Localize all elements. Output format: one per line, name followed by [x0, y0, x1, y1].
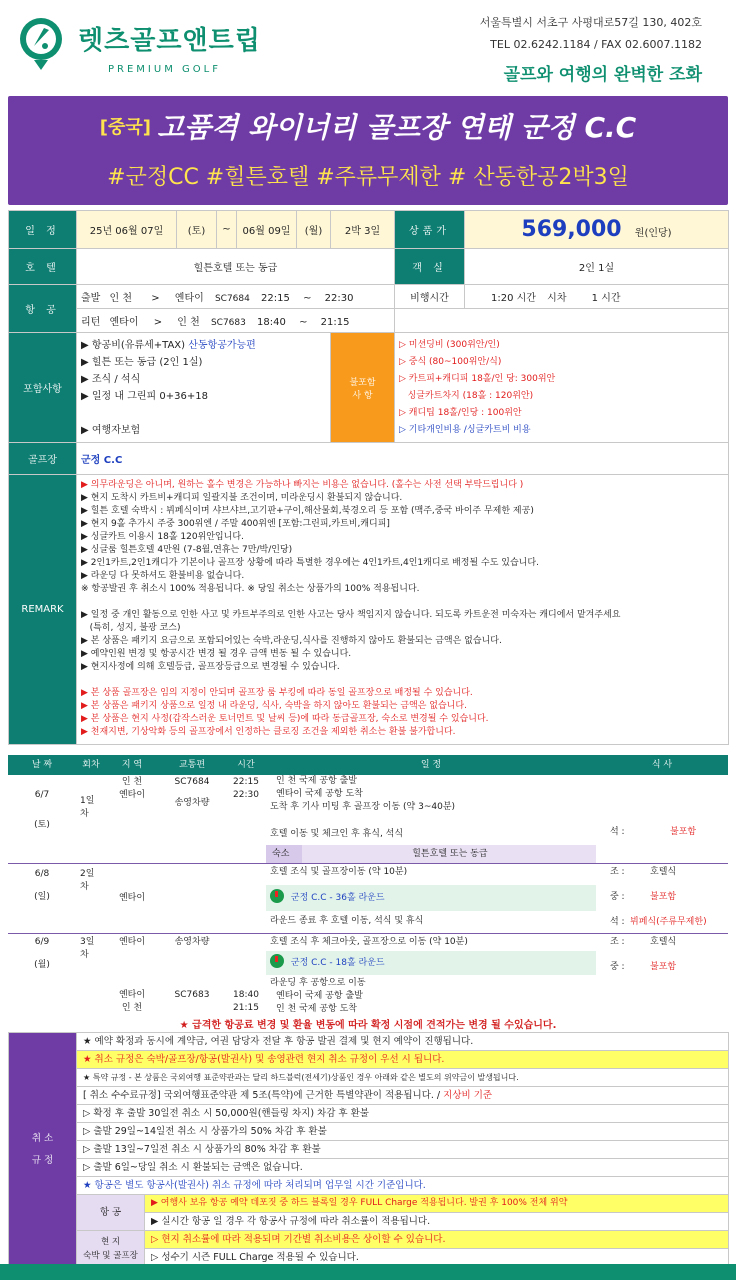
return-code: SC7683: [210, 318, 246, 328]
cancel-rule: ▷ 출발 13일~7일전 취소 시 상품가의 80% 차감 후 환불: [77, 1141, 729, 1159]
itinerary-header: [8, 755, 728, 775]
banner-title: 고품격 와이너리 골프장 연태 군정 C.C: [157, 111, 637, 144]
footer-bar: [0, 1264, 736, 1280]
product-info-table: [8, 210, 729, 745]
outbound-to: 옌타이: [174, 293, 204, 304]
air-rule: ▶ 여행사 보유 항공 예약 데포짓 중 하드 블록일 경우 FULL Charge 적용됩니다. 발권 후 100% 전체 위약: [145, 1195, 729, 1213]
country-tag: [중국]: [99, 117, 152, 138]
day1-plan: 인 천 국제 공항 출발 옌타이 국제 공항 도착 도착 후 기사 미팅 후 골프장 이동 (약 3~40분) 호텔 이동 및 체크인 후 휴식, 석식 숙소 힐튼호텔 또는 동급: [266, 775, 596, 864]
day3-plan: 호텔 조식 후 체크아웃, 골프장으로 이동 (약 10분) 군정 C.C - 18홀 라운드 라운딩 후 공항으로 이동 옌타이 국제 공항 출발 인 천 국제 공항 도착: [266, 934, 596, 1018]
itinerary-table: [8, 755, 728, 1018]
remark-item: ※ 항공발권 후 취소시 100% 적용됩니다. ※ 당일 취소는 상품가의 100% 적용됩니다.: [81, 584, 420, 594]
remark-item: ▶ 현지 9홀 추가시 주중 300위엔 / 주말 400위엔 [포함:그린피,카트비,캐디피]: [81, 519, 390, 529]
cancel-rule: [ 취소 수수료규정] 국외여행표준약관 제 5조(특약)에 근거한 특별약관이 적용됩니다. / 지상비 기준: [77, 1087, 729, 1105]
remark-item: ▶ 싱글룸 힐튼호텔 4만원 (7-8월,연휴는 7만/박/인당): [81, 545, 293, 555]
included-item: ▶ 힐튼 또는 동급 (2인 1실): [81, 357, 203, 368]
tel-fax: TEL 02.6242.1184 / FAX 02.6007.1182: [490, 38, 702, 51]
day2-row: [8, 864, 728, 934]
brand-name: 렛츠골프앤트립: [78, 26, 261, 56]
excluded-item: 싱글카트차지 (18홀 : 120위안): [399, 391, 534, 401]
local-rule: ▷ 현지 취소률에 따라 적용되며 기간별 취소비용은 상이할 수 있습니다.: [145, 1231, 729, 1249]
return-from: 옌타이: [109, 317, 139, 328]
excluded-list: [395, 333, 729, 443]
remark-item: ▶ 본 상품은 현지 사정(갑작스러운 토너먼트 및 날씨 등)에 따라 동급골프장, 숙소로 변경될 수 있습니다.: [81, 714, 489, 724]
cancellation-table: [8, 1032, 729, 1267]
day1-time: 22:15 22:30: [233, 777, 259, 800]
return-arrow: >: [153, 317, 163, 328]
cancel-rule: ▷ 확정 후 출발 30일전 취소 시 50,000원(핸들링 차지) 차감 후 환불: [77, 1105, 729, 1123]
return-dir: 리턴: [81, 317, 101, 328]
cancel-rule: ★ 취소 규정은 숙박/골프장/항공(발권사) 및 송영관련 현지 취소 규정이 우선 시 됩니다.: [77, 1051, 729, 1069]
remark-item: ▶ 일정 중 개인 활동으로 인한 사고 및 카트부주의로 인한 사고는 당사 책임지지 않습니다. 되도록 카트운전 미숙자는 캐디에서 맡겨주세요: [81, 610, 621, 620]
price-unit: 원(인당): [634, 228, 672, 239]
day1-num: 1일차: [80, 796, 95, 819]
excluded-item: ▷ 기타개인비용 /싱글카트비 비용: [399, 425, 531, 435]
start-dow: (토): [177, 211, 217, 249]
air-rule: ▶ 실시간 항공 일 경우 각 항공사 규정에 따라 취소률이 적용됩니다.: [145, 1213, 729, 1231]
air-label: 항 공: [77, 1195, 145, 1231]
price-label: 상품가: [395, 211, 465, 249]
day3-meals: 조 : 호텔식 중 : 불포함: [596, 934, 728, 1018]
brand-subtitle: PREMIUM GOLF: [108, 64, 221, 75]
col-time: 시간: [226, 755, 266, 775]
remark-item: ▶ 본 상품 골프장은 임의 지정이 안되며 골프장 룸 부킹에 따라 동일 골프장으로 배정될 수 있습니다.: [81, 688, 473, 698]
address: 서울특별시 서초구 사평대로57길 130, 402호: [479, 16, 702, 29]
golf-flag-icon: [270, 889, 284, 903]
slogan: 골프와 여행의 완벽한 조화: [503, 65, 702, 85]
cancel-rule: ▷ 출발 6일~당일 취소 시 환불되는 금액은 없습니다.: [77, 1159, 729, 1177]
col-meal: 식 사: [596, 755, 728, 775]
day2-num: 2일차: [76, 864, 106, 934]
day3-transport: 송영차량 SC7683: [158, 934, 226, 1018]
outbound-arr: 22:30: [324, 293, 354, 304]
remark-item: ▶ 라운딩 다 못하셔도 환불비용 없습니다.: [81, 571, 245, 581]
cancel-rule: ★ 항공은 별도 항공사(발권사) 취소 규정에 따라 처리되며 업무일 시간 기준입니다.: [77, 1177, 729, 1195]
title-banner: [8, 96, 728, 205]
room-label: 객 실: [395, 249, 465, 285]
day2-meals: 조 : 호텔식 중 : 불포함 석 : 뷔페식(주류무제한): [596, 864, 728, 934]
date-tilde: ~: [217, 211, 237, 249]
local-label: 현 지 숙박 및 골프장: [77, 1231, 145, 1267]
col-transport: 교통편: [158, 755, 226, 775]
included-item: ▶ 항공비(유류세+TAX) 산동항공가능편: [81, 340, 256, 351]
outbound-dir: 출발: [81, 293, 101, 304]
hotel-value: 힐튼호텔 또는 동급: [77, 249, 395, 285]
day2-region: 옌타이: [106, 864, 158, 934]
remark-list: [77, 475, 729, 745]
course-label: 골프장: [9, 443, 77, 475]
return-to: 인 천: [177, 317, 200, 328]
room-value: 2인 1실: [465, 249, 729, 285]
return-flight: [77, 309, 395, 333]
timezone-label: 시차: [547, 293, 567, 304]
banner-title-line: [8, 106, 728, 146]
remark-item: ▶ 천재지변, 기상악화 등의 골프장에서 인정하는 클로징 조건을 제외한 취소는 환불 불가합니다.: [81, 727, 456, 737]
day3-num: 3일차: [76, 934, 106, 1018]
outbound-arrow: >: [151, 293, 160, 304]
flight-label: 항 공: [9, 285, 77, 333]
banner-hashtags: #군정CC #힐튼호텔 #주류무제한 # 산동한공2박3일: [107, 165, 629, 190]
remark-item: ▶ 현지사정에 의해 호텔등급, 골프장등급으로 변경될 수 있습니다.: [81, 662, 340, 672]
outbound-dep: 22:15: [261, 293, 290, 304]
return-dep: 18:40: [257, 317, 286, 328]
course-value: 군정 C.C: [77, 443, 729, 475]
outbound-code: SC7684: [214, 294, 250, 304]
excluded-item: ▷ 캐디팁 18홀/인당 : 100위안: [399, 408, 522, 418]
outbound-flight: [77, 285, 395, 309]
included-item: ▶ 일정 내 그린피 0+36+18: [81, 391, 208, 402]
included-label: 포함사항: [9, 333, 77, 443]
remark-label: REMARK: [9, 475, 77, 745]
col-schedule: 일 정: [266, 755, 596, 775]
outbound-tilde: ~: [303, 293, 312, 304]
flight-time: 1:20 시간: [491, 293, 536, 304]
price-cell: [465, 211, 729, 249]
day1-transport: SC7684 송영차량: [174, 777, 210, 808]
golf-pin-logo-icon: [14, 16, 68, 70]
page-header: [0, 0, 736, 95]
day2-round: 군정 C.C - 36홀 라운드: [266, 885, 596, 911]
day3-region: 옌타이 옌타이 인 천: [106, 934, 158, 1018]
included-item: [81, 405, 326, 422]
remark-item: ▶ 예약인원 변경 및 항공시간 변경 될 경우 금액 변동 될 수 있습니다.: [81, 649, 352, 659]
day1-region: 인 천 옌타이: [118, 777, 146, 800]
col-date: 날 짜: [8, 755, 76, 775]
day2-plan: 호텔 조식 및 골프장이동 (약 10분) 군정 C.C - 36홀 라운드 라운드 종료 후 호텔 이동, 석식 및 휴식: [266, 864, 596, 934]
remark-item: ▶ 의무라운딩은 아니며, 원하는 홀수 변경은 가능하나 빠지는 비용은 없습니다. (홀수는 사전 선택 부탁드립니다 ): [81, 480, 524, 490]
outbound-from: 인 천: [109, 293, 133, 304]
excluded-item: ▷ 중식 (80~100위안/식): [399, 357, 502, 367]
flight-time-label: 비행시간: [395, 285, 465, 309]
remark-item: [81, 674, 724, 687]
day3-row: [8, 934, 728, 1018]
cancel-label: 취 소 규 정: [9, 1033, 77, 1267]
remark-item: ▶ 2인1카트,2인1캐디가 기본이나 골프장 상황에 따라 특별한 경우에는 4인1카트,4인1캐디로 배정될 수도 있습니다.: [81, 558, 539, 568]
day3-time: 18:40 21:15: [226, 934, 266, 1018]
excluded-label: 불포함 사 항: [331, 333, 395, 443]
golf-flag-icon: [270, 954, 284, 968]
day1-date: 6/7 (토): [34, 790, 50, 830]
start-date: 25년 06월 07일: [77, 211, 177, 249]
remark-item: ▶ 현지 도착시 카트비+캐디피 일괄지불 조건이며, 미라운딩시 환불되지 않습니다.: [81, 493, 403, 503]
day3-round: 군정 C.C - 18홀 라운드: [266, 951, 596, 975]
return-arr: 21:15: [320, 317, 350, 328]
included-item: ▶ 조식 / 석식: [81, 374, 141, 385]
remark-item: ▶ 싱글카트 이용시 18홀 120위안입니다.: [81, 532, 244, 542]
price-change-notice: ★ 급격한 항공료 변경 및 환율 변동에 따라 확정 시점에 견적가는 변경 될 수있습니다.: [179, 1020, 557, 1031]
timezone-diff: 1 시간: [591, 293, 621, 304]
remark-item: ▶ 힐튼 호텔 숙박시 : 뷔페식이며 샤브샤브,고기판+구이,해산물회,북경오리 등 포함 (맥주,중국 바이주 무제한 제공): [81, 506, 534, 516]
local-rule: ▷ 성수기 시즌 FULL Charge 적용될 수 있습니다.: [145, 1249, 729, 1267]
col-day: 회차: [76, 755, 106, 775]
hotel-label: 호 텔: [9, 249, 77, 285]
excluded-item: ▷ 미션딩비 (300위안/인): [399, 340, 500, 350]
end-dow: (월): [297, 211, 331, 249]
day1-meals: 석 : 불포함: [610, 827, 697, 837]
cancel-rule: ▷ 출발 29일~14일전 취소 시 상품가의 50% 차감 후 환불: [77, 1123, 729, 1141]
excluded-item: ▷ 카트피+캐디피 18홀/인 당: 300위안: [399, 374, 556, 384]
day3-date: 6/9 (월): [8, 934, 76, 1018]
day1-stay: 숙소 힐튼호텔 또는 동급: [266, 845, 596, 863]
schedule-label: 일 정: [9, 211, 77, 249]
day2-date: 6/8 (일): [8, 864, 76, 934]
duration: 2박 3일: [331, 211, 395, 249]
remark-item: [81, 596, 724, 609]
remark-item: ▶ 본 상품은 패키지 상품으로 일정 내 라운딩, 식사, 숙박을 하지 않아도 환불되는 금액은 없습니다.: [81, 701, 467, 711]
end-date: 06월 09일: [237, 211, 297, 249]
return-tilde: ~: [299, 317, 308, 328]
remark-item: ▶ 본 상품은 패키지 요금으로 포함되어있는 숙박,라운딩,식사를 진행하지 않아도 환불되는 금액은 없습니다.: [81, 636, 502, 646]
day1-row: [8, 775, 728, 864]
flight-time-cell: [465, 285, 729, 309]
price-value: 569,000: [521, 217, 622, 242]
included-list: [77, 333, 331, 443]
cancel-rule: ★ 특약 규정 - 본 상품은 국외여행 표준약관과는 달리 하드블럭(전세기)상품인 경우 아래와 같은 별도의 위약금이 발생됩니다.: [77, 1069, 729, 1087]
cancel-rule: ★ 예약 확정과 동시에 계약금, 여권 담당자 전달 후 항공 발권 결제 및 현지 예약이 진행됩니다.: [77, 1033, 729, 1051]
included-item: ▶ 여행자보험: [81, 425, 141, 436]
col-region: 지 역: [106, 755, 158, 775]
remark-item: (특히, 성지, 불광 코스): [81, 623, 181, 633]
